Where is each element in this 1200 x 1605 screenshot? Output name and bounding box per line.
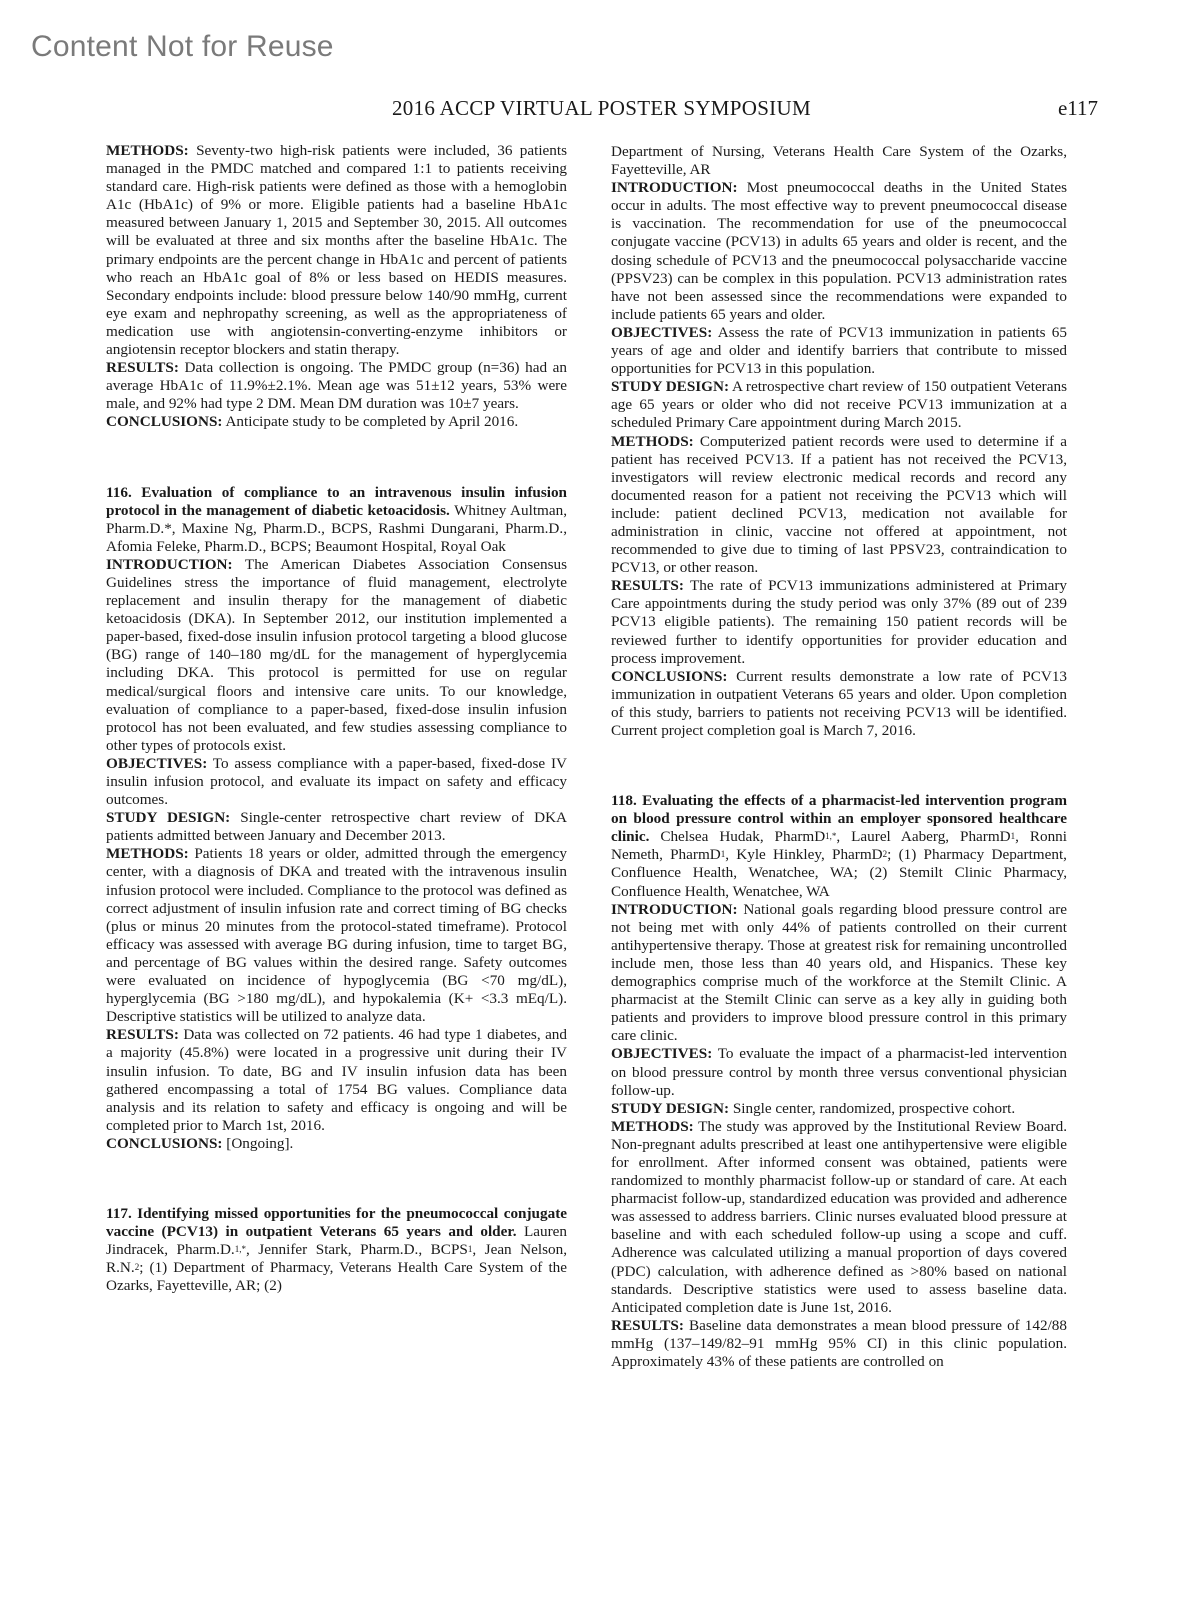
conclusions-section [106, 413, 567, 431]
abstract-117-continued [611, 143, 1067, 740]
section-text: The study was approved by the Institutional Review Board. Non-pregnant adults prescribed at least one antihypertensive were eligible for enrollment. After informed consent was obtained, patients were randomized to monthly pharmacist follow-up or standard of care. At each pharmacist follow-up, standardized education was provided and adherence was assessed to address barriers. Clinic nurses evaluated blood pressure at baseline and with each scheduled follow-up using a scope and cuff. Adherence was calculated utilizing a manual proportion of days covered (PDC) calculation, with adherence defined as >80% based on national standards. Descriptive statistics were used to assess baseline data. Anticipated completion date is June 1st, 2016. [611, 1117, 1067, 1316]
section-text: To evaluate the impact of a pharmacist-led intervention on blood pressure control by month three versus conventional physician follow-up. [611, 1045, 1067, 1099]
right-column [611, 143, 1067, 1371]
study-design-section [611, 378, 1067, 432]
section-text: [Ongoing]. [226, 1134, 294, 1152]
affiliation-marker: 1 [467, 1244, 473, 1255]
section-text: Most pneumococcal deaths in the United States occur in adults. The most effective way to prevent pneumococcal disease is vaccination. The recommendation for use of the pneumococcal conjugate vaccine (PCV13) in adults 65 years and older is recent, and the dosing schedule of PCV13 and the pneumococcal polysaccharide vaccine (PPSV23) can be complex in this population. PCV13 administration rates have not been assessed since the recommendations were expanded to include patients 65 years and older. [611, 179, 1068, 323]
abstract-116 [106, 484, 567, 1153]
section-label: METHODS: [611, 1117, 694, 1135]
author-name: , Jennifer Stark, Pharm.D., BCPS [245, 1241, 468, 1259]
section-label: OBJECTIVES: [611, 323, 713, 341]
running-head: 2016 ACCP VIRTUAL POSTER SYMPOSIUM [392, 96, 811, 120]
abstract-117 [106, 1205, 567, 1295]
abstract-heading [611, 792, 1067, 901]
abstract-heading [106, 484, 567, 556]
section-label: INTRODUCTION: [611, 900, 738, 918]
author-name: , Laurel Aaberg, PharmD [836, 828, 1011, 846]
methods-section [611, 433, 1067, 578]
section-text: Anticipate study to be completed by April 2016. [225, 413, 519, 431]
left-column [106, 142, 567, 1295]
abstract-118 [611, 792, 1067, 1371]
section-label: RESULTS: [106, 1026, 179, 1044]
section-label: METHODS: [106, 142, 189, 159]
section-text: To assess compliance with a paper-based, fixed-dose IV insulin infusion protocol, and evaluate its impact on safety and efficacy outcomes. [106, 754, 567, 809]
section-text: The American Diabetes Association Consensus Guidelines stress the importance of fluid management, electrolyte replacement and insulin therapy for the management of diabetic ketoacidosis (DKA). In September 2012, our institution implemented a paper-based, fixed-dose insulin infusion protocol targeting a blood glucose (BG) range of 140–180 mg/dL for the management of hyperglycemia including DKA. This protocol is permitted for use on regular medical/surgical floors and intensive care units. To our knowledge, evaluation of compliance to a paper-based, fixed-dose insulin infusion protocol has not been evaluated, and few studies assessing compliance to other types of protocols exist. [106, 555, 567, 754]
abstract-title: 116. Evaluation of compliance to an intravenous insulin infusion protocol in the management of diabetic ketoacidosis. [106, 483, 567, 519]
section-label: STUDY DESIGN: [611, 1099, 730, 1117]
affiliation-marker: 2 [882, 849, 888, 860]
section-text: The rate of PCV13 immunizations administered at Primary Care appointments during the study period was only 37% (89 out of 239 PCV13 eligible patients). The remaining 150 patient records will be reviewed further to identify opportunities for provider education and process improvement. [611, 577, 1067, 667]
section-label: STUDY DESIGN: [611, 378, 730, 396]
section-text: Current results demonstrate a low rate of PCV13 immunization in outpatient Veterans 65 years and older. Upon completion of this study, barriers to patients not receiving PCV13 will be identified. Current project completion goal is March 7, 2016. [611, 667, 1068, 739]
affiliations: Department of Nursing, Veterans Health Care System of the Ozarks, Fayetteville, AR [611, 143, 1067, 179]
affiliation-marker: 1,* [234, 1244, 246, 1255]
study-design-section [611, 1100, 1067, 1118]
abstract-title: 117. Identifying missed opportunities for the pneumococcal conjugate vaccine (PCV13) in outpatient Veterans 65 years and older. [106, 1204, 567, 1241]
methods-section [611, 1118, 1067, 1317]
methods-section [106, 142, 567, 359]
objectives-section [611, 1045, 1067, 1099]
results-section [106, 1026, 567, 1135]
section-label: CONCLUSIONS: [106, 413, 223, 431]
section-text: National goals regarding blood pressure control are not being met with only 44% of patients controlled on their current antihypertensive therapy. Those at greatest risk for remaining uncontrolled include men, those less than 40 years old, and Hispanics. These key demographics comprise much of the workforce at the Stemilt Clinic. A pharmacist at the Stemilt Clinic can serve as a key ally in guiding both patients and providers to improve blood pressure control in this primary care clinic. [611, 900, 1067, 1045]
section-label: RESULTS: [611, 577, 684, 595]
abstract-115-continued [106, 142, 567, 432]
abstract-title: 118. Evaluating the effects of a pharmacist-led intervention program on blood pressure control within an employer sponsored healthcare clinic. [611, 792, 1067, 846]
results-section [106, 359, 567, 413]
section-text: Seventy-two high-risk patients were included, 36 patients managed in the PMDC matched and compared 1:1 to patients receiving standard care. High-risk patients were defined as those with a hemoglobin A1c (HbA1c) of 9% or more. Eligible patients had a baseline HbA1c measured between January 1, 2015 and September 30, 2015. All outcomes will be evaluated at three and six months after the baseline HbA1c. The primary endpoints are the percent change in HbA1c and percent of patients who reach an HbA1c goal of 8% or less based on HEDIS measures. Secondary endpoints include: blood pressure below 140/90 mmHg, current eye exam and nephropathy screening, as well as the appropriateness of medication use with angiotensin-converting-enzyme inhibitors or angiotensin receptor blockers and statin therapy. [106, 142, 568, 359]
author-name: , Ronni Nemeth, PharmD [611, 828, 1067, 864]
section-text: Computerized patient records were used to determine if a patient has received PCV13. If a patient has not received the PCV13, investigators will review electronic medical records and record any documented reason for a patient not receiving the PCV13 which will include: patient declined PCV13, medication not available for administration in clinic, vaccine not offered at appointment, not recommended to give due to timing of last PPSV23, contraindication to PCV13, or other reason. [611, 432, 1067, 577]
section-label: INTRODUCTION: [106, 555, 233, 573]
section-text: Data collection is ongoing. The PMDC group (n=36) had an average HbA1c of 11.9%±2.1%. Mean age was 51±12 years, 53% were male, and 92% had type 2 DM. Mean DM duration was 10±7 years. [106, 359, 568, 413]
author-name: Chelsea Hudak, PharmD [660, 828, 826, 846]
results-section [611, 1317, 1067, 1371]
affiliation-marker: 1 [1010, 831, 1016, 842]
section-label: CONCLUSIONS: [106, 1134, 223, 1152]
introduction-section [106, 556, 567, 755]
section-text: Single-center retrospective chart review of DKA patients admitted between January and December 2013. [106, 809, 568, 845]
section-label: CONCLUSIONS: [611, 667, 728, 685]
watermark: Content Not for Reuse [31, 30, 334, 63]
results-section [611, 577, 1067, 667]
objectives-section [106, 755, 567, 809]
introduction-section [611, 901, 1067, 1046]
section-text: Assess the rate of PCV13 immunization in patients 65 years of age and older and identify barriers that contribute to missed opportunities for PCV13 in this population. [611, 323, 1067, 378]
section-label: METHODS: [106, 845, 189, 863]
methods-section [106, 845, 567, 1026]
objectives-section [611, 324, 1067, 378]
affiliation-marker: 2 [134, 1262, 140, 1273]
study-design-section [106, 809, 567, 845]
conclusions-section [106, 1135, 567, 1153]
affiliation-marker: 1 [720, 849, 726, 860]
author-name: Lauren Jindracek, Pharm.D. [106, 1223, 567, 1259]
section-label: INTRODUCTION: [611, 179, 738, 197]
section-text: Patients 18 years or older, admitted through the emergency center, with a diagnosis of DKA and treated with the intravenous insulin infusion protocol were included. Compliance to the protocol was defined as correct adjustment of insulin infusion rate and correct timing of BG checks (plus or minus 20 minutes from the protocol-stated timeframe). Protocol efficacy was assessed with average BG during infusion, time to target BG, and percentage of BG values within the desired range. Safety outcomes were evaluated on incidence of hypoglycemia (BG <70 mg/dL), hyperglycemia (BG >180 mg/dL), and hypokalemia (K+ <3.3 mEq/L). Descriptive statistics will be utilized to analyze data. [106, 845, 568, 1026]
affiliation-marker: 1,* [825, 831, 837, 842]
affiliations: ; (1) Department of Pharmacy, Veterans Health Care System of the Ozarks, Fayetteville, AR; (2) [106, 1259, 567, 1295]
section-text: Data was collected on 72 patients. 46 had type 1 diabetes, and a majority (45.8%) were located in a progressive unit during their IV insulin infusion. To date, BG and IV insulin infusion data has been gathered encompassing a total of 1754 BG values. Compliance data analysis and its relation to safety and efficacy is ongoing and will be completed prior to March 1st, 2016. [106, 1026, 567, 1134]
author-name: , Kyle Hinkley, PharmD [725, 846, 883, 864]
section-label: OBJECTIVES: [611, 1045, 713, 1063]
affiliations: ; (1) Pharmacy Department, Confluence Health, Wenatchee, WA; (2) Stemilt Clinic Pharmacy, Confluence Health, Wenatchee, WA [611, 846, 1067, 900]
section-text: Baseline data demonstrates a mean blood pressure of 142/88 mmHg (137–149/82–91 mmHg 95% CI) in this clinic population. Approximately 43% of these patients are controlled on [611, 1316, 1067, 1370]
introduction-section [611, 179, 1067, 324]
abstract-authors [611, 828, 1067, 899]
section-label: METHODS: [611, 432, 694, 450]
section-text: A retrospective chart review of 150 outpatient Veterans age 65 years or older who did not receive PCV13 immunization at a scheduled Primary Care appointment during March 2015. [611, 378, 1067, 432]
abstract-authors: Whitney Aultman, Pharm.D.*, Maxine Ng, Pharm.D., BCPS, Rashmi Dungarani, Pharm.D., Afomia Feleke, Pharm.D., BCPS; Beaumont Hospital, Royal Oak [106, 501, 568, 555]
abstract-heading [106, 1205, 567, 1295]
section-label: RESULTS: [106, 359, 179, 377]
section-label: OBJECTIVES: [106, 754, 208, 772]
section-text: Single center, randomized, prospective cohort. [732, 1099, 1016, 1117]
conclusions-section [611, 668, 1067, 740]
section-label: STUDY DESIGN: [106, 809, 231, 827]
section-label: RESULTS: [611, 1316, 684, 1334]
page-number: e117 [1057, 96, 1098, 120]
author-name: , Jean Nelson, R.N. [106, 1241, 568, 1277]
